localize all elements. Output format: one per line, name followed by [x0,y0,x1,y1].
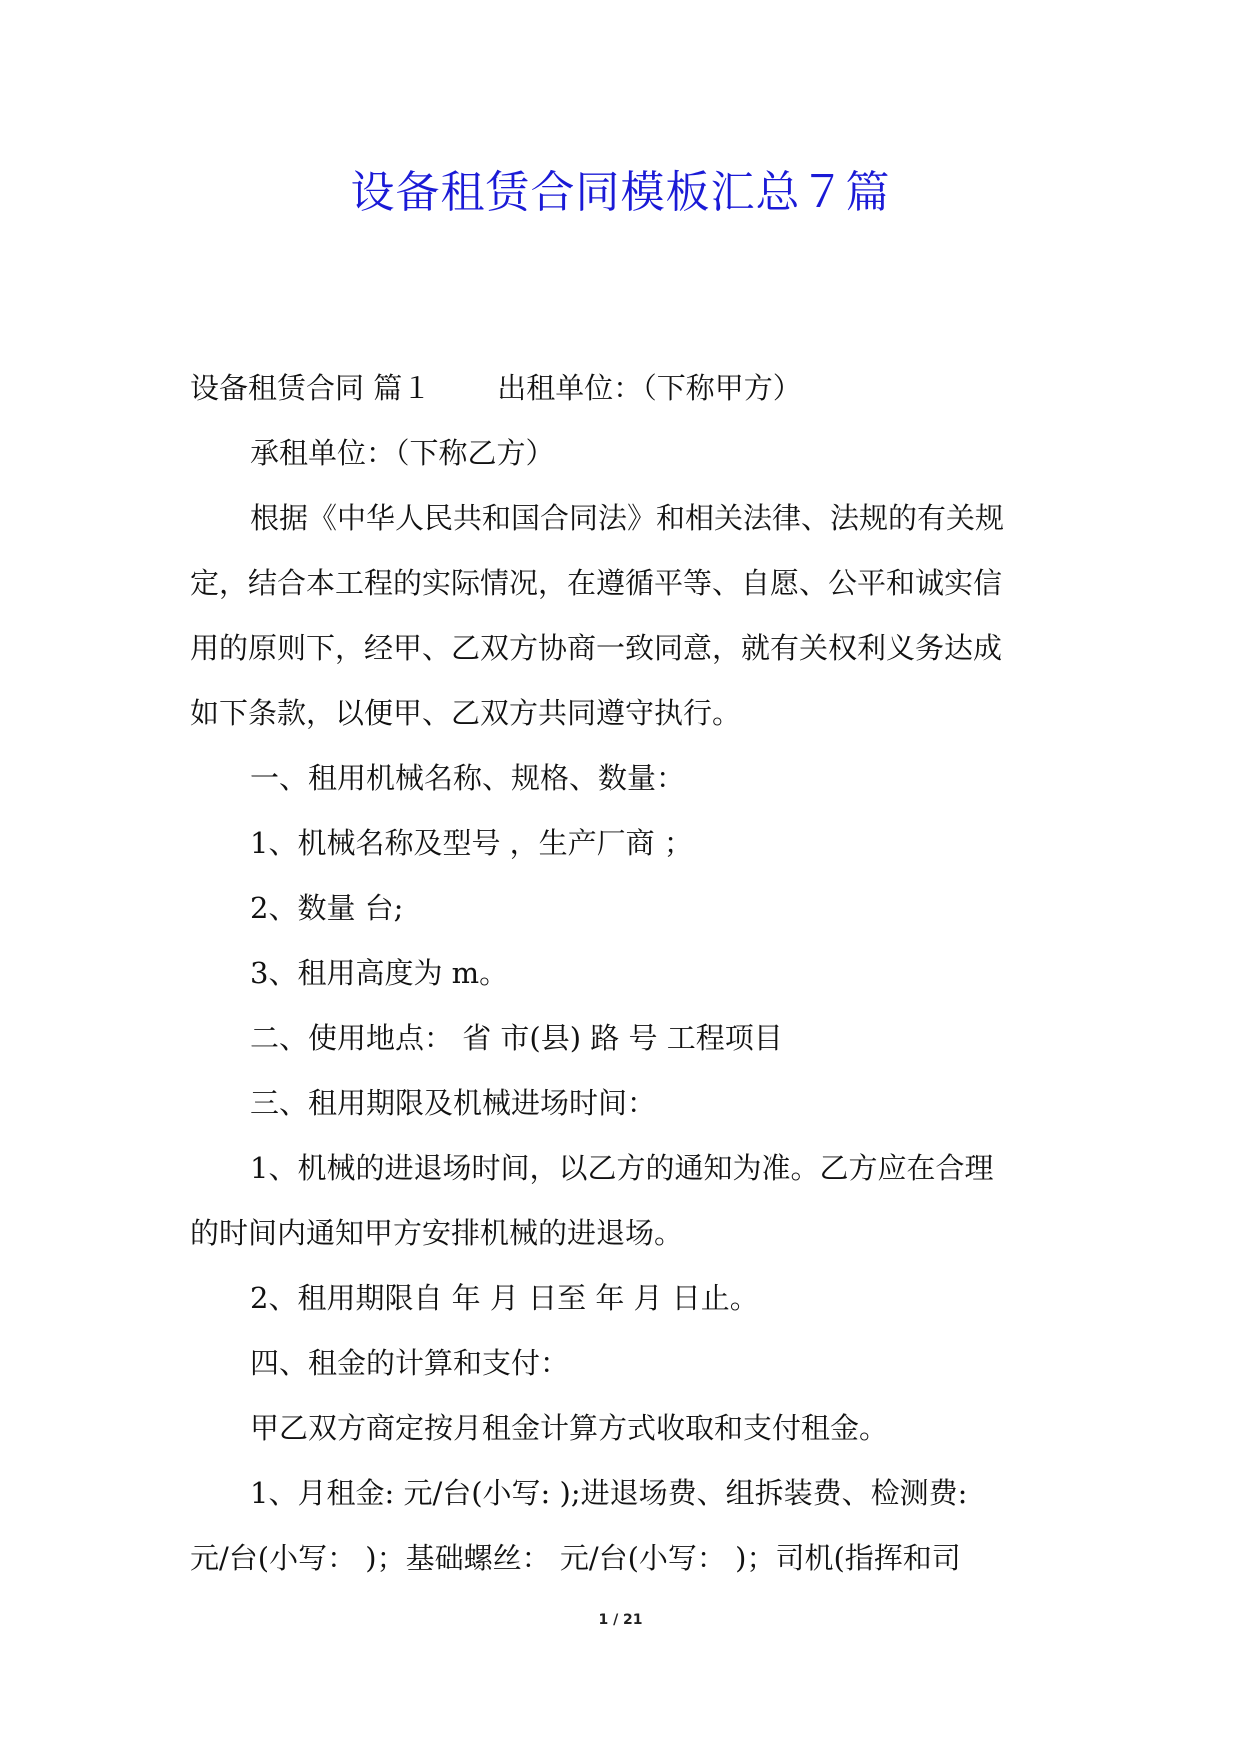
paragraph-line: 定，结合本工程的实际情况，在遵循平等、自愿、公平和诚实信 [190,566,1003,600]
section-heading: 三、租用期限及机械进场时间： [250,1086,657,1120]
section-heading: 一、租用机械名称、规格、数量： [250,761,686,795]
paragraph-line: 2、租用期限自 年 月 日至 年 月 日止。 [250,1281,759,1315]
paragraph-line: 用的原则下，经甲、乙双方协商一致同意，就有关权利义务达成 [190,631,1003,665]
first-line [190,356,1050,421]
contract-heading: 设备租赁合同 篇１ [190,371,432,405]
paragraph-line: 如下条款，以便甲、乙双方共同遵守执行。 [190,696,742,730]
paragraph-line: 1、机械名称及型号 ，生产厂商 ； [250,826,693,860]
section-heading: 四、租金的计算和支付： [250,1346,570,1380]
section-heading: 二、使用地点： 省 市(县) 路 号 工程项目 [250,1021,783,1055]
paragraph-line: 元/台(小写： )；基础螺丝： 元/台(小写： )；司机(指挥和司 [190,1541,961,1575]
paragraph-line: 3、租用高度为 m。 [250,956,509,990]
document-body [190,356,1050,1591]
paragraph-line: 承租单位：（下称乙方） [250,436,555,470]
paragraph-line: 1、机械的进退场时间，以乙方的通知为准。乙方应在合理 [250,1151,994,1185]
document-title: 设备租赁合同模板汇总７篇 [350,167,891,218]
lessor-line: 出租单位：（下称甲方） [497,371,802,405]
paragraph-line: 根据《中华人民共和国合同法》和相关法律、法规的有关规 [250,501,1005,535]
paragraph-line: 的时间内通知甲方安排机械的进退场。 [190,1216,684,1250]
paragraph-line: 1、月租金: 元/台(小写: );进退场费、组拆装费、检测费: [250,1476,968,1510]
paragraph-line: 2、数量 台; [250,891,404,925]
page-number: 1 / 21 [598,1612,643,1628]
paragraph-line: 甲乙双方商定按月租金计算方式收取和支付租金。 [250,1411,889,1445]
